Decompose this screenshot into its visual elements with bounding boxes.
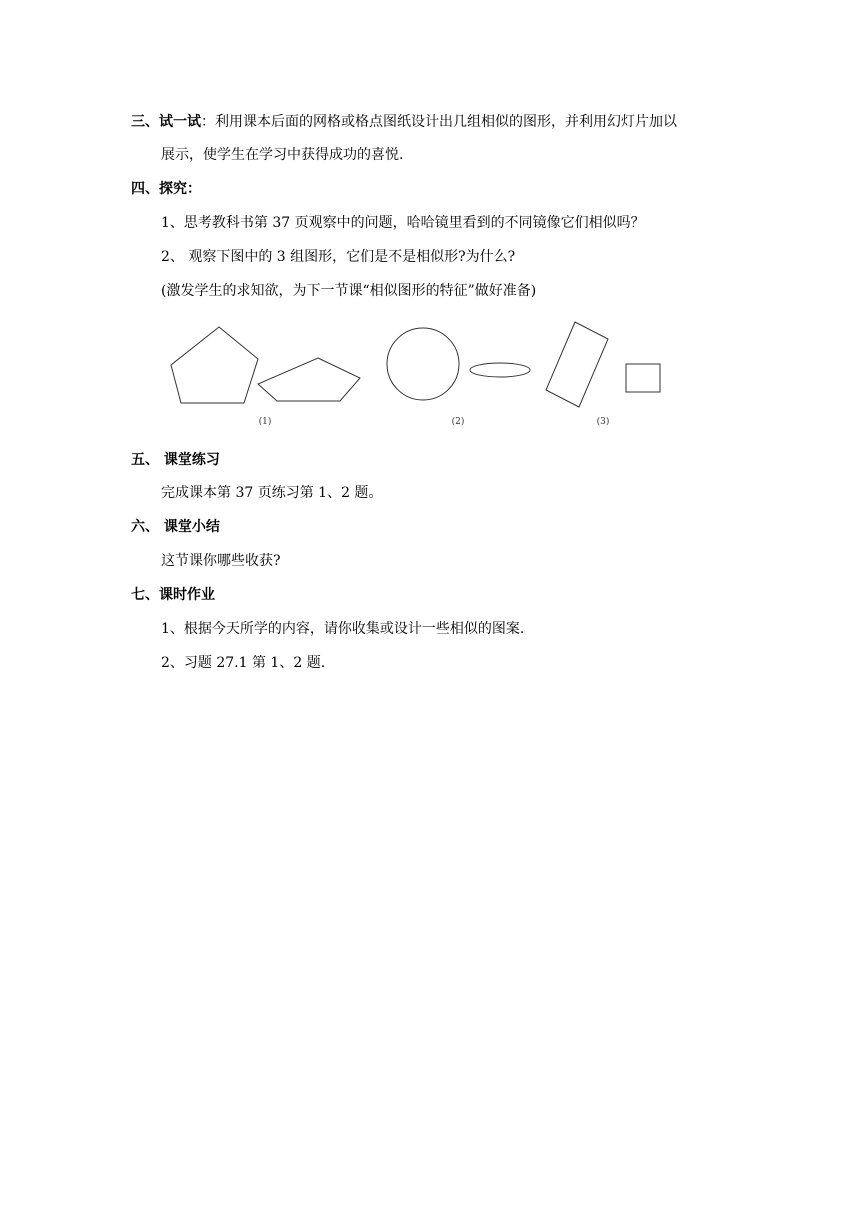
caption-2: (2) [451,417,465,427]
section-6-title: 六、 课堂小结 [131,519,220,535]
shapes-figure [160,318,680,430]
ellipse-shape [470,363,530,377]
caption-3: (3) [596,417,610,427]
section-7-item-1: 1、根据今天所学的内容，请你收集或设计一些相似的图案. [161,621,525,637]
section-4-item-1: 1、思考教科书第 37 页观察中的问题，哈哈镜里看到的不同镜像它们相似吗？ [161,215,645,231]
section-7-title: 七、课时作业 [131,587,215,603]
section-3-line-2: 展示，使学生在学习中获得成功的喜悦. [161,147,404,163]
rectangle-small [626,364,660,392]
section-3-text: ：利用课本后面的网格或格点图纸设计出几组相似的图形，并利用幻灯片加以 [201,114,677,130]
section-7-item-2: 2、习题 27.1 第 1、2 题. [161,655,326,671]
caption-1: (1) [258,417,272,427]
section-4-note: (激发学生的求知欲，为下一节课“相似图形的特征”做好准备) [161,283,537,299]
section-3-title: 三、试一试 [131,114,201,130]
section-3-line-1 [131,112,677,132]
rectangle-tilted [546,322,608,407]
section-5-text: 完成课本第 37 页练习第 1、2 题。 [161,485,383,501]
pentagon-small [258,358,360,401]
pentagon-large [171,327,258,403]
section-4-item-2: 2、 观察下图中的 3 组图形，它们是不是相似形?为什么? [161,249,516,265]
circle-shape [387,328,459,400]
section-4-title: 四、探究： [131,181,201,197]
section-6-text: 这节课你哪些收获? [161,553,281,569]
section-5-title: 五、 课堂练习 [131,452,220,468]
